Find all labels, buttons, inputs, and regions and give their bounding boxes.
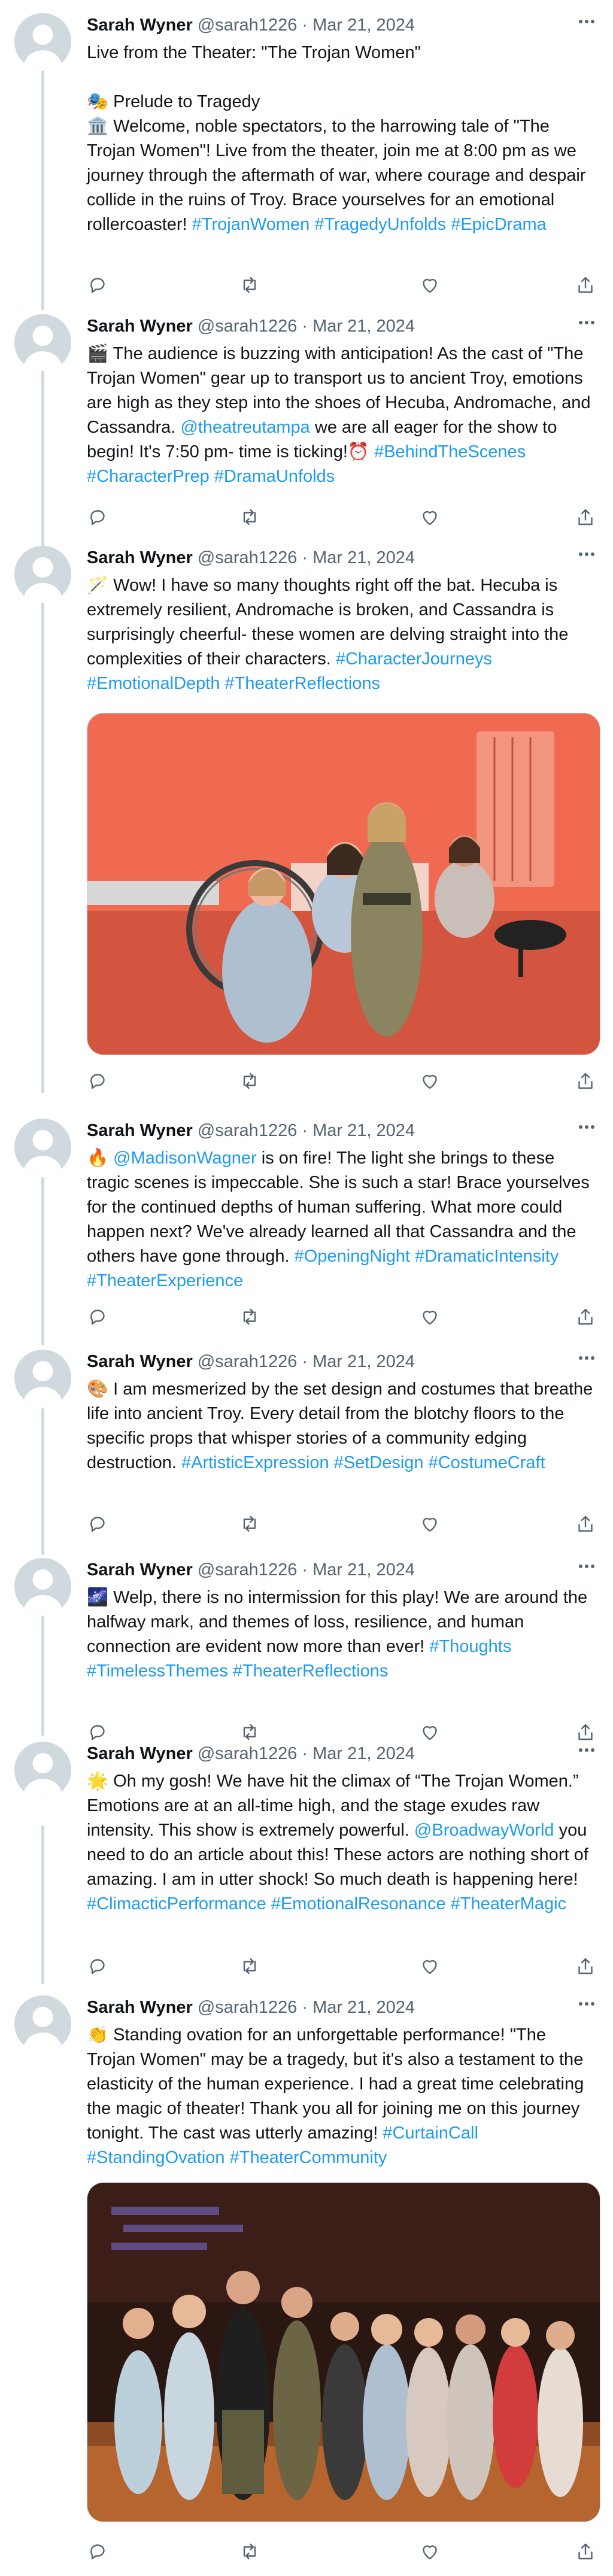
share-icon[interactable] [575,1306,599,1330]
retweet-icon[interactable] [239,2541,263,2565]
tweet-date[interactable]: Mar 21, 2024 [312,548,415,567]
share-icon[interactable] [575,1070,599,1094]
author-handle[interactable]: @sarah1226 [197,1560,298,1579]
tweet-text [87,342,599,489]
dot-separator: · [302,1560,308,1579]
retweet-icon[interactable] [239,1306,263,1330]
hashtags[interactable]: #CharacterJourneys #EmotionalDepth #TheaterReflections [87,649,492,693]
author-name[interactable]: Sarah Wyner [87,1352,193,1371]
share-icon[interactable] [575,274,599,298]
thread-line [41,1616,44,1736]
avatar[interactable] [14,13,71,70]
avatar[interactable] [14,1995,71,2052]
tweet-date[interactable]: Mar 21, 2024 [312,317,415,336]
tweet-body: 🎬 The audience is buzzing with anticipation! As the cast of "The Trojan Women" gear up to transport us to ancient Troy, emotions are high as they step into the shoes of Hecuba, Andromache, and Cassandra. [87,344,591,437]
tweet-body: you need to do an article about this! These actors are nothing short of amazing. I am in utter shock! So much death is happening here! [87,1821,588,1889]
tweet-header [87,1119,599,1143]
thread-line [41,71,44,310]
reply-icon[interactable] [87,2541,111,2565]
mention-link[interactable]: @BroadwayWorld [414,1821,554,1840]
avatar[interactable] [14,1350,71,1407]
share-icon[interactable] [575,2541,599,2565]
avatar[interactable] [14,1119,71,1175]
hashtags[interactable]: #Thoughts #TimelessThemes #TheaterReflections [87,1637,512,1681]
tweet-header [87,1995,599,2019]
more-dots-icon[interactable] [575,314,599,338]
thread-line [41,1177,44,1345]
more-dots-icon[interactable] [575,1995,599,2019]
author-name[interactable]: Sarah Wyner [87,317,193,336]
tweet-actions [87,1513,599,1537]
hashtags[interactable]: #ArtisticExpression #SetDesign #CostumeCraft [181,1453,545,1472]
dot-separator: · [302,16,308,35]
tweet-actions [87,274,599,298]
tweet-text [87,573,599,696]
author-handle[interactable]: @sarah1226 [197,1121,298,1140]
hashtags[interactable]: #BehindTheScenes #CharacterPrep #DramaUnfolds [87,442,526,486]
tweet-body: 🌌 Welp, there is no intermission for this play! We are around the halfway mark, and themes of loss, resilience, and human connection are evident now more than ever! [87,1588,588,1656]
more-dots-icon[interactable] [575,1119,599,1143]
dot-separator: · [302,548,308,567]
tweet-body: is on fire! The light she brings to these tragic scenes is impeccable. She is such a star! Brace yourselves for the continued depths of human suffering. What more could happen next? We've already learned all that Cassandra and the others have gone through. [87,1149,590,1266]
tweet-header [87,13,599,37]
dot-separator: · [302,1121,308,1140]
tweet-actions [87,1070,599,1094]
tweet-body: 🏛️ Welcome, noble spectators, to the harrowing tale of "The Trojan Women"! Live from the theater, join me at 8:00 pm as we journey through the aftermath of war, where courage and despair collide in the ruins of Troy. Brace yourselves for an emotional rollercoaster! [87,117,586,234]
heart-icon[interactable] [419,1306,443,1330]
author-handle[interactable]: @sarah1226 [197,548,298,567]
avatar[interactable] [14,314,71,371]
more-dots-icon[interactable] [575,1350,599,1374]
tweet-photo-curtain-call[interactable] [87,2182,600,2522]
tweet-date[interactable]: Mar 21, 2024 [312,1998,415,2017]
heart-icon[interactable] [419,274,443,298]
tweet-line: 🎭 Prelude to Tragedy [87,92,260,111]
curtain-call-photo [87,2183,600,2522]
tweet-text [87,1377,599,1475]
hashtags[interactable]: #OpeningNight #DramaticIntensity #TheaterExperience [87,1247,559,1290]
tweet-body: 🌟 Oh my gosh! We have hit the climax of “The Trojan Women.” Emotions are at an all-time high, and the stage exudes raw intensity. This show is extremely powerful. [87,1772,579,1840]
tweet-text [87,1769,599,1916]
heart-icon[interactable] [419,1955,443,1979]
heart-icon[interactable] [419,2541,443,2565]
author-name[interactable]: Sarah Wyner [87,1744,193,1763]
tweet-header [87,1350,599,1374]
mention-link[interactable]: @MadisonWagner [113,1149,257,1168]
thread-line [41,602,44,1093]
reply-icon[interactable] [87,1306,111,1330]
tweet-text [87,41,599,237]
more-dots-icon[interactable] [575,1558,599,1582]
dot-separator: · [302,1352,308,1371]
dot-separator: · [302,317,308,336]
tweet-actions [87,506,599,530]
author-handle[interactable]: @sarah1226 [197,317,298,336]
hashtags[interactable]: #ClimacticPerformance #EmotionalResonance #TheaterMagic [87,1894,567,1913]
stage-photo [87,713,600,1055]
heart-icon[interactable] [419,1070,443,1094]
hashtags[interactable]: #CurtainCall #StandingOvation #TheaterCommunity [87,2124,478,2167]
heart-icon[interactable] [419,1513,443,1537]
author-handle[interactable]: @sarah1226 [197,1744,298,1763]
retweet-icon[interactable] [239,1513,263,1537]
tweet-date[interactable]: Mar 21, 2024 [312,16,415,35]
avatar[interactable] [14,546,71,603]
dot-separator: · [302,1744,308,1763]
tweet-text [87,1585,599,1684]
tweet-body: 🎨 I am mesmerized by the set design and costumes that breathe life into ancient Troy. Every detail from the blotchy floors to the specific props that whisper stories of a community edging destruction. [87,1380,593,1472]
retweet-icon[interactable] [239,506,263,530]
avatar[interactable] [14,1742,71,1799]
tweet-actions [87,2541,599,2565]
retweet-icon[interactable] [239,274,263,298]
tweet-body: 🪄 Wow! I have so many thoughts right off the bat. Hecuba is extremely resilient, Andromache is broken, and Cassandra is surprisingly cheerful- these women are delving straight into the complexities of their characters. [87,576,569,669]
tweet-date[interactable]: Mar 21, 2024 [312,1352,415,1371]
dot-separator: · [302,1998,308,2017]
blank-line [87,65,599,90]
tweet-actions [87,1306,599,1330]
tweet-date[interactable]: Mar 21, 2024 [312,1560,415,1579]
author-name[interactable]: Sarah Wyner [87,1121,193,1140]
reply-icon[interactable] [87,274,111,298]
more-dots-icon[interactable] [575,1742,599,1766]
reply-icon[interactable] [87,506,111,530]
share-icon[interactable] [575,1955,599,1979]
tweet-body: 🔥 [87,1149,114,1168]
author-name[interactable]: Sarah Wyner [87,1998,193,2017]
tweet-text [87,2023,599,2170]
avatar[interactable] [14,1558,71,1615]
tweet-header [87,314,599,338]
hashtags[interactable]: #TrojanWomen #TragedyUnfolds #EpicDrama [192,215,547,234]
author-name[interactable]: Sarah Wyner [87,548,193,567]
reply-icon[interactable] [87,1955,111,1979]
retweet-icon[interactable] [239,1955,263,1979]
more-dots-icon[interactable] [575,13,599,37]
tweet-text [87,1146,599,1293]
share-icon[interactable] [575,1513,599,1537]
tweet-line: Live from the Theater: "The Trojan Women" [87,43,421,62]
tweet-body: 👏 Standing ovation for an unforgettable performance! "The Trojan Women" may be a tragedy, but it's also a testament to the elasticity of the human experience. I had a great time celebrating the magic of theater! Thank you all for joining me on this journey tonight. The cast was utterly amazing! [87,2025,584,2143]
author-handle[interactable]: @sarah1226 [197,16,298,35]
tweet-body: we are all eager for the show to begin! It's 7:50 pm- time is ticking!⏰ [87,418,557,461]
thread-line [41,1825,44,1984]
tweet-photo-stage-scene[interactable] [87,713,600,1055]
tweet-date[interactable]: Mar 21, 2024 [312,1744,415,1763]
author-name[interactable]: Sarah Wyner [87,1560,193,1579]
retweet-icon[interactable] [239,1070,263,1094]
tweet-header [87,546,599,570]
tweet-date[interactable]: Mar 21, 2024 [312,1121,415,1140]
author-name[interactable]: Sarah Wyner [87,16,193,35]
tweet-actions [87,1955,599,1979]
author-handle[interactable]: @sarah1226 [197,1998,298,2017]
mention-link[interactable]: @theatreutampa [180,418,310,437]
share-icon[interactable] [575,506,599,530]
reply-icon[interactable] [87,1070,111,1094]
tweet-header [87,1558,599,1582]
thread-line [41,1408,44,1555]
more-dots-icon[interactable] [575,546,599,570]
tweet-header [87,1742,599,1766]
reply-icon[interactable] [87,1513,111,1537]
heart-icon[interactable] [419,506,443,530]
author-handle[interactable]: @sarah1226 [197,1352,298,1371]
